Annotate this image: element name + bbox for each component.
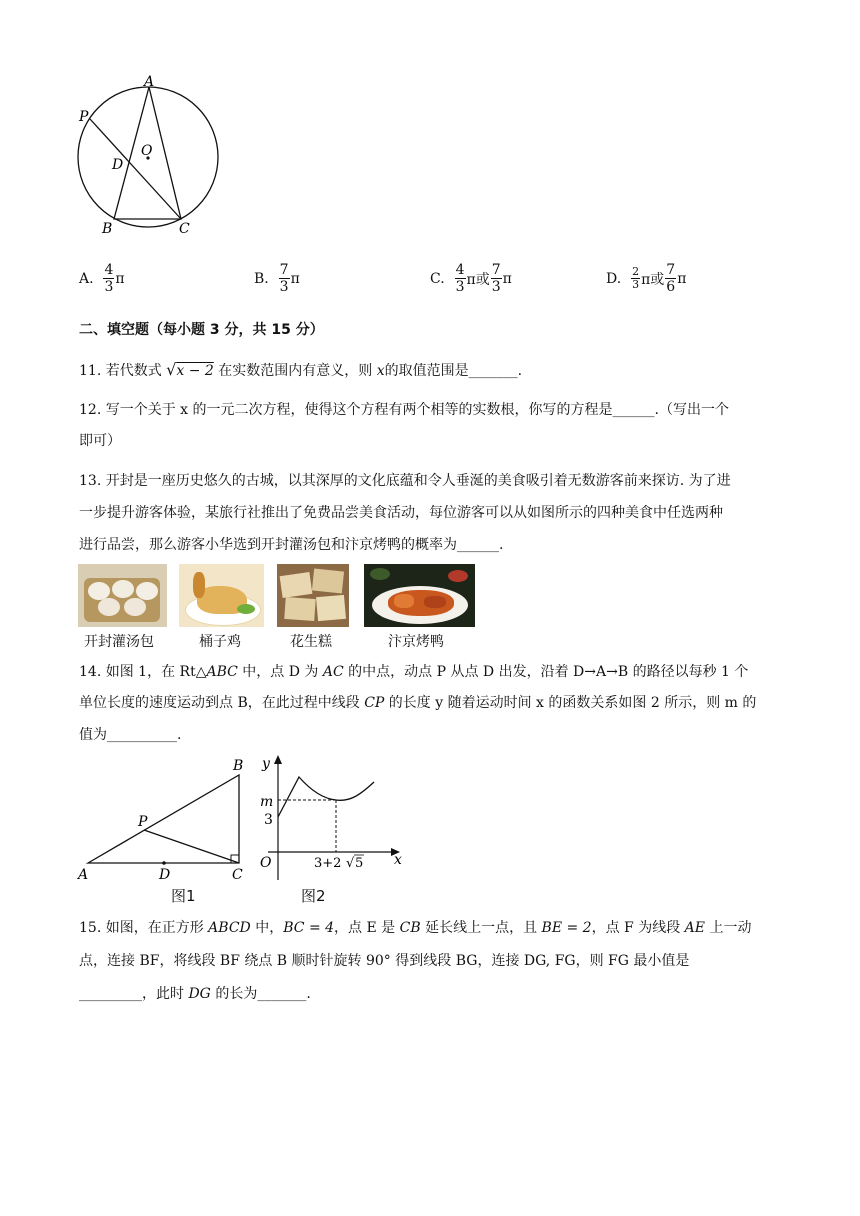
- fig2-label-sqrt: 5: [355, 856, 364, 871]
- food-image-peanut-cake: [277, 564, 349, 627]
- food-caption-4: 汴京烤鸭: [388, 634, 444, 650]
- label-D: D: [112, 157, 124, 173]
- fig1-label-D: D: [159, 867, 171, 883]
- fig2-caption: 图2: [301, 887, 326, 905]
- fig2-label-3: 3: [264, 812, 273, 828]
- option-b[interactable]: B. $\frac{7}{3}$ π: [254, 262, 300, 295]
- question-15-line1: 15. 如图，在正方形 ABCD 中，BC = 4，点 E 是 CB 延长线上一点，且 BE = 2，点 F 为线段 AE 上一动: [79, 920, 752, 936]
- fig2-sqrt-sign: √: [346, 856, 355, 871]
- circle-figure: [70, 72, 230, 242]
- fig2-label-m: m: [260, 794, 274, 810]
- question-12-line1: 12. 写一个关于 x 的一元二次方程，使得这个方程有两个相等的实数根，你写的方程是______.（写出一个: [79, 402, 729, 418]
- option-c[interactable]: C. $\frac{4}{3}$ π或 $\frac{7}{3}$ π: [430, 262, 512, 295]
- fig1-label-P: P: [138, 814, 148, 830]
- question-15-line2: 点，连接 BF，将线段 BF 绕点 B 顺时针旋转 90° 得到线段 BG，连接 DG, FG，则 FG 最小值是: [79, 953, 690, 969]
- food-caption-1: 开封灌汤包: [84, 634, 154, 650]
- fig2-label-xval: 3+2: [314, 856, 342, 871]
- food-image-soup-dumplings: [78, 564, 167, 627]
- question-12-line2: 即可）: [79, 433, 121, 449]
- question-14-line3: 值为__________.: [79, 727, 182, 743]
- option-a[interactable]: A. $\frac{4}{3}$ π: [79, 262, 125, 295]
- option-d[interactable]: D. $\frac{2}{3}$ π或 $\frac{7}{6}$ π: [606, 262, 687, 295]
- question-11: 11. 若代数式 √x − 2 在实数范围内有意义，则 x的取值范围是_______.: [79, 360, 523, 379]
- food-caption-3: 花生糕: [290, 634, 332, 650]
- fig1-caption: 图1: [171, 887, 196, 905]
- question-14-line2: 单位长度的速度运动到点 B，在此过程中线段 CP 的长度 y 随着运动时间 x 的函数关系如图 2 所示，则 m 的: [79, 695, 757, 711]
- label-O: O: [141, 143, 153, 159]
- triangle-figure-1: [74, 752, 254, 884]
- fig1-label-B: B: [233, 758, 244, 774]
- graph-figure-2: [254, 752, 414, 884]
- question-13-line1: 13. 开封是一座历史悠久的古城，以其深厚的文化底蕴和令人垂涎的美食吸引着无数游客前来探访. 为了进: [79, 473, 731, 489]
- fig2-label-O: O: [260, 855, 272, 871]
- fig1-label-A: A: [78, 867, 89, 883]
- question-15-line3: _________，此时 DG 的长为_______.: [79, 986, 311, 1002]
- question-14-line1: 14. 如图 1，在 Rt△ABC 中，点 D 为 AC 的中点，动点 P 从点 D 出发，沿着 D→A→B 的路径以每秒 1 个: [79, 664, 749, 680]
- label-C: C: [179, 221, 190, 237]
- section-title: 二、填空题（每小题 3 分，共 15 分）: [79, 322, 324, 338]
- label-P: P: [79, 109, 89, 125]
- label-A: A: [144, 74, 155, 90]
- fig1-label-C: C: [232, 867, 243, 883]
- food-caption-2: 桶子鸡: [199, 634, 241, 650]
- fig2-label-y: y: [262, 756, 270, 772]
- food-image-roast-duck: [364, 564, 475, 627]
- label-B: B: [102, 221, 113, 237]
- fig2-label-x: x: [394, 852, 402, 868]
- food-image-chicken: [179, 564, 264, 627]
- question-13-line2: 一步提升游客体验，某旅行社推出了免费品尝美食活动，每位游客可以从如图所示的四种美食中任选两种: [79, 505, 723, 521]
- question-13-line3: 进行品尝，那么游客小华选到开封灌汤包和汴京烤鸭的概率为______.: [79, 537, 504, 553]
